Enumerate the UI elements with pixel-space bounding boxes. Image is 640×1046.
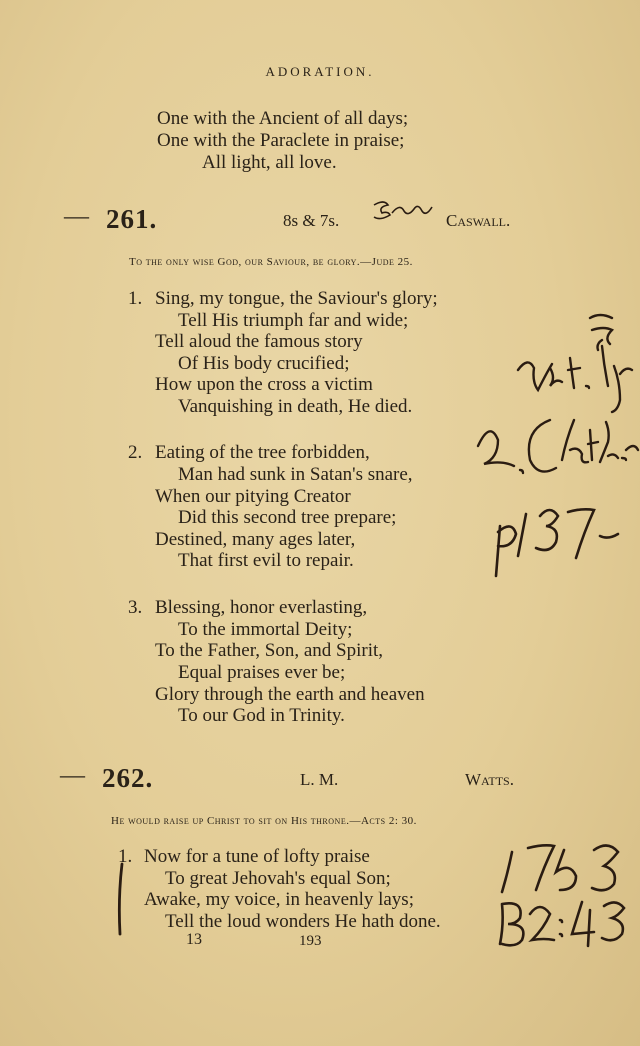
- continuation-line-1: One with the Ancient of all days;: [157, 108, 409, 129]
- verse-line: Equal praises ever be;: [178, 662, 346, 683]
- hymn-262-author: Watts.: [465, 770, 514, 789]
- verse-line: How upon the cross a victim: [155, 374, 373, 395]
- verse-line: Glory through the earth and heaven: [155, 684, 425, 705]
- verse-line: Tell the loud wonders He hath done.: [165, 911, 441, 932]
- handwritten-edward: [368, 197, 438, 232]
- page-number: 193: [299, 933, 322, 949]
- verse-line: That first evil to repair.: [178, 550, 354, 571]
- stanza-number: 3.: [128, 597, 143, 618]
- stanza-number: 2.: [128, 442, 143, 463]
- verse-line: When our pitying Creator: [155, 486, 351, 507]
- handwritten-margin-bracket: [112, 858, 132, 943]
- verse-line: To our God in Trinity.: [178, 705, 345, 726]
- verse-line: To great Jehovah's equal Son;: [165, 868, 391, 889]
- verse-line: Now for a tune of lofty praise: [144, 846, 370, 867]
- hymn-262-meter: L. M.: [300, 770, 339, 789]
- signature-mark: 13: [186, 931, 202, 948]
- continuation-line-2: One with the Paraclete in praise;: [157, 130, 405, 151]
- verse-line: Did this second tree prepare;: [178, 507, 397, 528]
- verse-line: Destined, many ages later,: [155, 529, 356, 550]
- verse-line: Tell His triumph far and wide;: [178, 310, 409, 331]
- verse-line: To the immortal Deity;: [178, 619, 353, 640]
- verse-line: Eating of the tree forbidden,: [155, 442, 370, 463]
- hymn-262-number: 262.: [102, 763, 154, 793]
- verse-line: Blessing, honor everlasting,: [155, 597, 368, 618]
- handwritten-l-catholic: [470, 400, 640, 495]
- verse-line: To the Father, Son, and Spirit,: [155, 640, 383, 661]
- hymn-262-dash: —: [60, 762, 83, 789]
- stanza-number: 1.: [118, 846, 133, 867]
- hymn-261-epigraph: To the only wise God, our Saviour, be glory.—Jude 25.: [129, 256, 413, 268]
- hymn-262-epigraph: He would raise up Christ to sit on His throne.—Acts 2: 30.: [111, 815, 417, 827]
- hymn-261-meter: 8s & 7s.: [283, 211, 340, 230]
- stanza-number: 1.: [128, 288, 143, 309]
- running-title: ADORATION.: [265, 64, 375, 79]
- hymn-261-dash: —: [64, 203, 87, 230]
- hymn-261-author: Caswall.: [446, 211, 511, 230]
- handwritten-p137: [486, 492, 636, 587]
- verse-line: Vanquishing in death, He died.: [178, 396, 413, 417]
- continuation-line-3: All light, all love.: [202, 152, 337, 173]
- verse-line: Of His body crucified;: [178, 353, 350, 374]
- verse-line: Tell aloud the famous story: [155, 331, 363, 352]
- hymn-261-number: 261.: [106, 204, 158, 234]
- handwritten-b2-43: [494, 892, 640, 957]
- verse-line: Awake, my voice, in heavenly lays;: [144, 889, 414, 910]
- verse-line: Sing, my tongue, the Saviour's glory;: [155, 288, 438, 309]
- verse-line: Man had sunk in Satan's snare,: [178, 464, 413, 485]
